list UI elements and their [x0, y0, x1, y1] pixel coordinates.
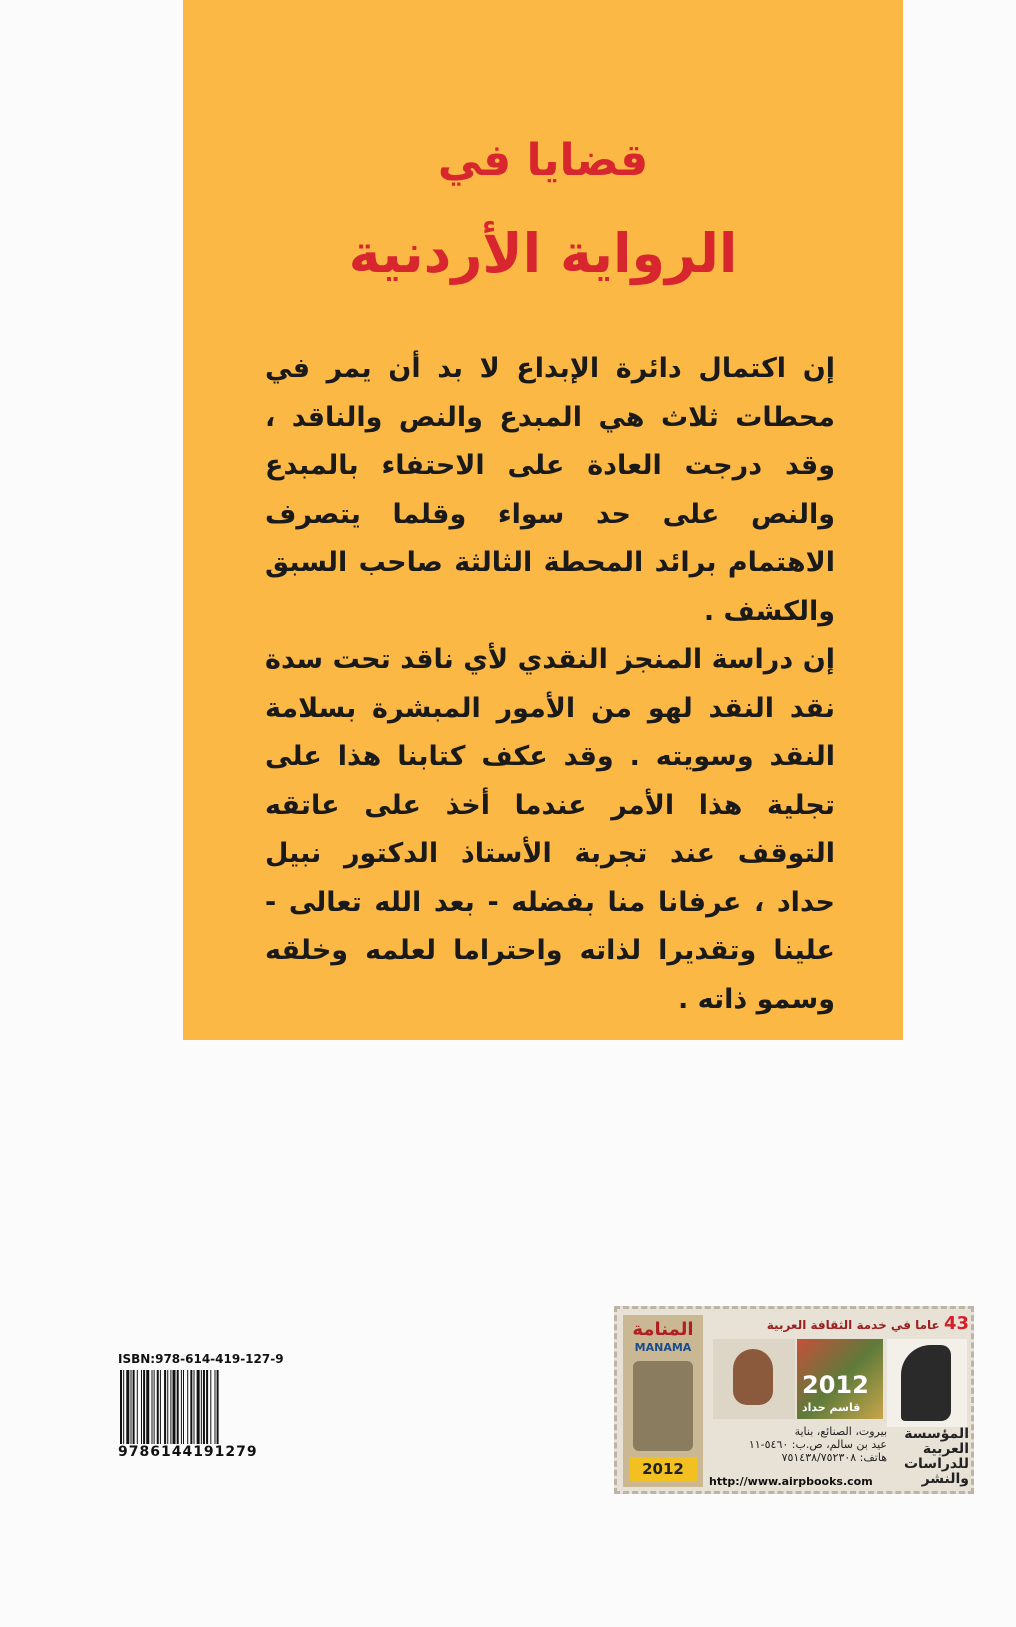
address-line-2: عيد بن سالم، ص.ب: ٥٤٦٠-١١ [748, 1438, 887, 1451]
barcode-block [118, 1352, 303, 1460]
publisher-name-line-1: المؤسسة [904, 1426, 969, 1442]
emblem-icon [633, 1361, 693, 1451]
publisher-name [889, 1427, 969, 1487]
publisher-url: http://www.airpbooks.com [709, 1475, 873, 1488]
blurb-paragraph-1: إن اكتمال دائرة الإبداع لا بد أن يمر في محطات ثلاث هي المبدع والنص والناقد ، وقد درجت العادة على الاحتفاء بالمبدع والنص على حد سواء وقلما يتصرف الاهتمام برائد المحطة الثالثة صاحب السبق والكشف . [265, 353, 835, 627]
face-icon [733, 1349, 773, 1405]
anniversary-number: 43 [943, 1313, 969, 1334]
isbn-label: ISBN:978-614-419-127-9 [118, 1352, 284, 1366]
manama-english: MANAMA [634, 1341, 692, 1354]
publisher-name-line-4: والنشر [921, 1471, 969, 1487]
collage-year: 2012 [802, 1371, 869, 1399]
anniversary-text: عاما في خدمة الثقافة العربية [766, 1318, 940, 1332]
collage-author-name: قاسم حداد [802, 1401, 861, 1414]
publisher-address [709, 1425, 887, 1464]
horse-logo [887, 1339, 967, 1427]
blurb [265, 345, 835, 1024]
title-line-1: قضايا في [437, 135, 649, 186]
address-line-3: هاتف: ٧٥١٤٣٨/٧٥٢٣٠٨ [781, 1451, 887, 1464]
blurb-paragraph-2: إن دراسة المنجز النقدي لأي ناقد تحت سدة نقد النقد لهو من الأمور المبشرة بسلامة النقد وسويته . وقد عكف كتابنا هذا على تجلية هذا الأمر عندما أخذ على عاتقه التوقف عند تجربة الأستاذ الدكتور نبيل حداد ، عرفانا منا بفضله - بعد الله تعالى - علينا وتقديرا لذاته واحتراما لعلمه وخلقه وسمو ذاته . [265, 644, 835, 1015]
publisher-stamp [614, 1306, 974, 1494]
barcode-number: 9786144191279 [118, 1444, 258, 1460]
cover-panel [183, 0, 903, 1040]
address-line-1: بيروت، الصنائع، بناية [794, 1425, 887, 1438]
publisher-name-line-2: العربية [922, 1441, 969, 1457]
publisher-name-line-3: للدراسات [903, 1456, 969, 1472]
portrait-image [713, 1339, 795, 1419]
horse-head-icon [901, 1345, 951, 1421]
year-badge: 2012 [629, 1457, 697, 1481]
stamp-top-banner [709, 1313, 969, 1335]
manama-arabic: المنامة [632, 1319, 694, 1340]
barcode-icon [118, 1370, 303, 1444]
manama-panel [623, 1315, 703, 1487]
title-line-2: الرواية الأردنية [348, 222, 738, 285]
